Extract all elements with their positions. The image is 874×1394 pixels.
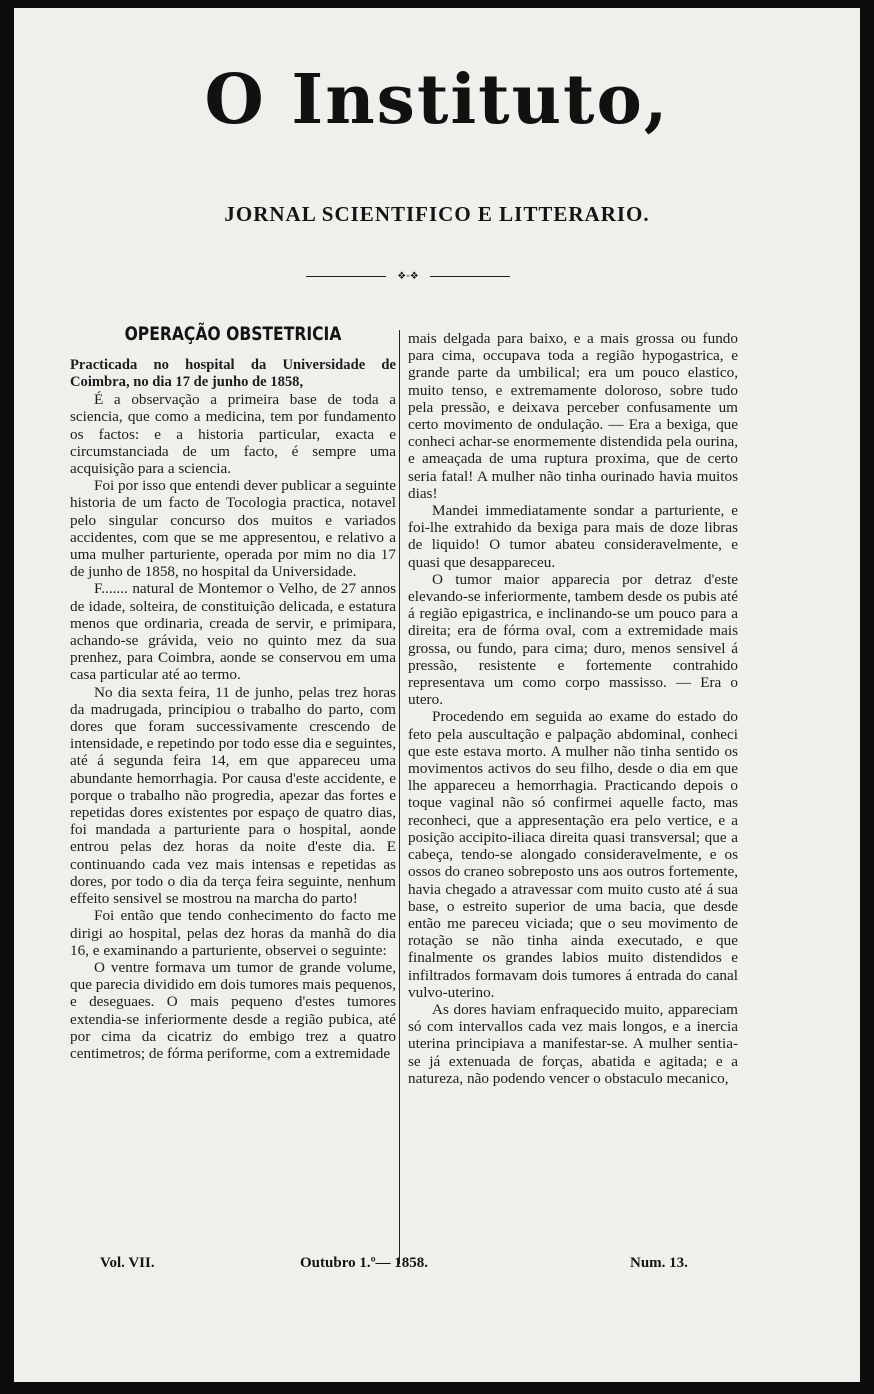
paragraph: F....... natural de Montemor o Velho, de 27 annos de idade, solteira, de constituição delicada, e estatura menos que ordinaria, creada de servir, e primipara, achando-se grávida, veio no quinto mez da sua prenhez, para Coimbra, aonde se conservou em uma casa particular até ao termo.	[70, 580, 396, 684]
right-column	[408, 330, 738, 1087]
left-column	[70, 323, 396, 1062]
ornament-divider	[306, 271, 510, 283]
footer-number: Num. 13.	[630, 1255, 688, 1271]
ornament-glyphs: ❖◦❖	[397, 271, 419, 282]
newspaper-page	[14, 8, 860, 1382]
paragraph: O ventre formava um tumor de grande volume, que parecia dividido em dois tumores mais pequenos, e deseguaes. O mais pequeno d'estes tumores extendia-se inferiormente desde a região pubica, até por cima da cicatriz do embigo trez a quatro centimetros; de fórma periforme, com a extremidade	[70, 958, 396, 1062]
paragraph: É a observação a primeira base de toda a sciencia, que como a medicina, tem por fundamento os factos: e a historia particular, exacta e circumstanciada de um facto, é sempre uma acquisição para a sciencia.	[70, 391, 396, 478]
paragraph: Procedendo em seguida ao exame do estado do feto pela auscultação e palpação abdominal, conheci que este estava morto. A mulher não tinha sentido os movimentos activos do seu filho, desde o dia em que lhe appareceu a hemorrhagia. Practicando depois o toque vaginal não só confirmei aquelle facto, mas reconheci, que a appresentação era pelo vertice, e a posição accipito-iliaca direita quasi transversal; que a cabeça, tendo-se alongado consideravelmente, e os ossos do craneo sobreposto uns aos outros fortemente, havia chegado a atravessar com muito custo até á sua base, o estreito superior de uma bacia, que desde então me pareceu viciada; que o seu movimento de rotação se não tinha ainda executado, e que finalmente os grandes labios muito distendidos e infiltrados formavam dois tumores á entrada do canal vulvo-uterino.	[408, 708, 738, 1001]
article-subtitle: Practicada no hospital da Universidade de Coimbra, no dia 17 de junho de 1858,	[70, 357, 396, 391]
article-title: OPERAÇÃO OBSTETRICIA	[124, 323, 342, 345]
masthead-subtitle: JORNAL SCIENTIFICO E LITTERARIO.	[224, 202, 650, 226]
paragraph: mais delgada para baixo, e a mais grossa ou fundo para cima, occupava toda a região hypogastrica, e grande parte da umbilical; era um pouco elastico, muito tenso, e extremamente doloroso, sobre tudo pela pressão, e deixava perceber confusamente um certo movimento de ondulação. — Era a bexiga, que conheci achar-se enormemente distendida pela ourina, e ameaçada de uma ruptura proxima, que de certo seria fatal! A mulher não tinha ourinado havia muitos dias!	[408, 330, 738, 502]
paragraph: O tumor maior apparecia por detraz d'este elevando-se inferiormente, tambem desde os pubis até á região epigastrica, e inclinando-se um pouco para a direita; era de fórma oval, com a extremidade mais grossa, ou fundo, para cima; duro, menos sensivel á pressão, resistente e fortemente contrahido representava um como corpo massisso. — Era o utero.	[408, 570, 738, 709]
footer-date: Outubro 1.º— 1858.	[300, 1255, 429, 1271]
column-rule	[399, 330, 400, 1264]
masthead-title: O Instituto,	[204, 60, 670, 140]
paragraph: No dia sexta feira, 11 de junho, pelas trez horas da madrugada, principiou o trabalho do parto, com dores que foram successivamente crescendo de intensidade, e repetindo por todo esse dia e seguintes, até á segunda feira 14, em que appareceu uma abundante hemorrhagia. Por causa d'este accidente, e porque o trabalho não progredia, apezar das fortes e repetidas dores existentes por espaço de quatro dias, foi mandada a parturiente para o hospital, aonde entrou pelas dez horas da noite d'este dia. E continuando cada vez mais intensas e repetidas as dores, por todo o dia da terça feira seguinte, nenhum effeito sensivel se mostrou na marcha do parto!	[70, 683, 396, 908]
paragraph: Foi então que tendo conhecimento do facto me dirigi ao hospital, pelas dez horas da manhã do dia 16, e examinando a parturiente, observei o seguinte:	[70, 907, 396, 959]
paragraph: Foi por isso que entendi dever publicar a seguinte historia de um facto de Tocologia practica, notavel pelo singular concurso dos muitos e variados accidentes, com que se me appresentou, e relativo a uma mulher parturiente, operada por mim no dia 17 de junho de 1858, no hospital da Universidade.	[70, 477, 396, 581]
paragraph: As dores haviam enfraquecido muito, appareciam só com intervallos cada vez mais longos, e a inercia uterina principiava a manifestar-se. A mulher sentia-se já extenuada de forças, abatida e agitada; e a natureza, não podendo vencer o obstaculo mecanico,	[408, 1000, 738, 1087]
footer-volume: Vol. VII.	[100, 1255, 155, 1271]
paragraph: Mandei immediatamente sondar a parturiente, e foi-lhe extrahido da bexiga para mais de doze libras de liquido! O tumor abateu consideravelmente, e quasi que desappareceu.	[408, 502, 738, 571]
